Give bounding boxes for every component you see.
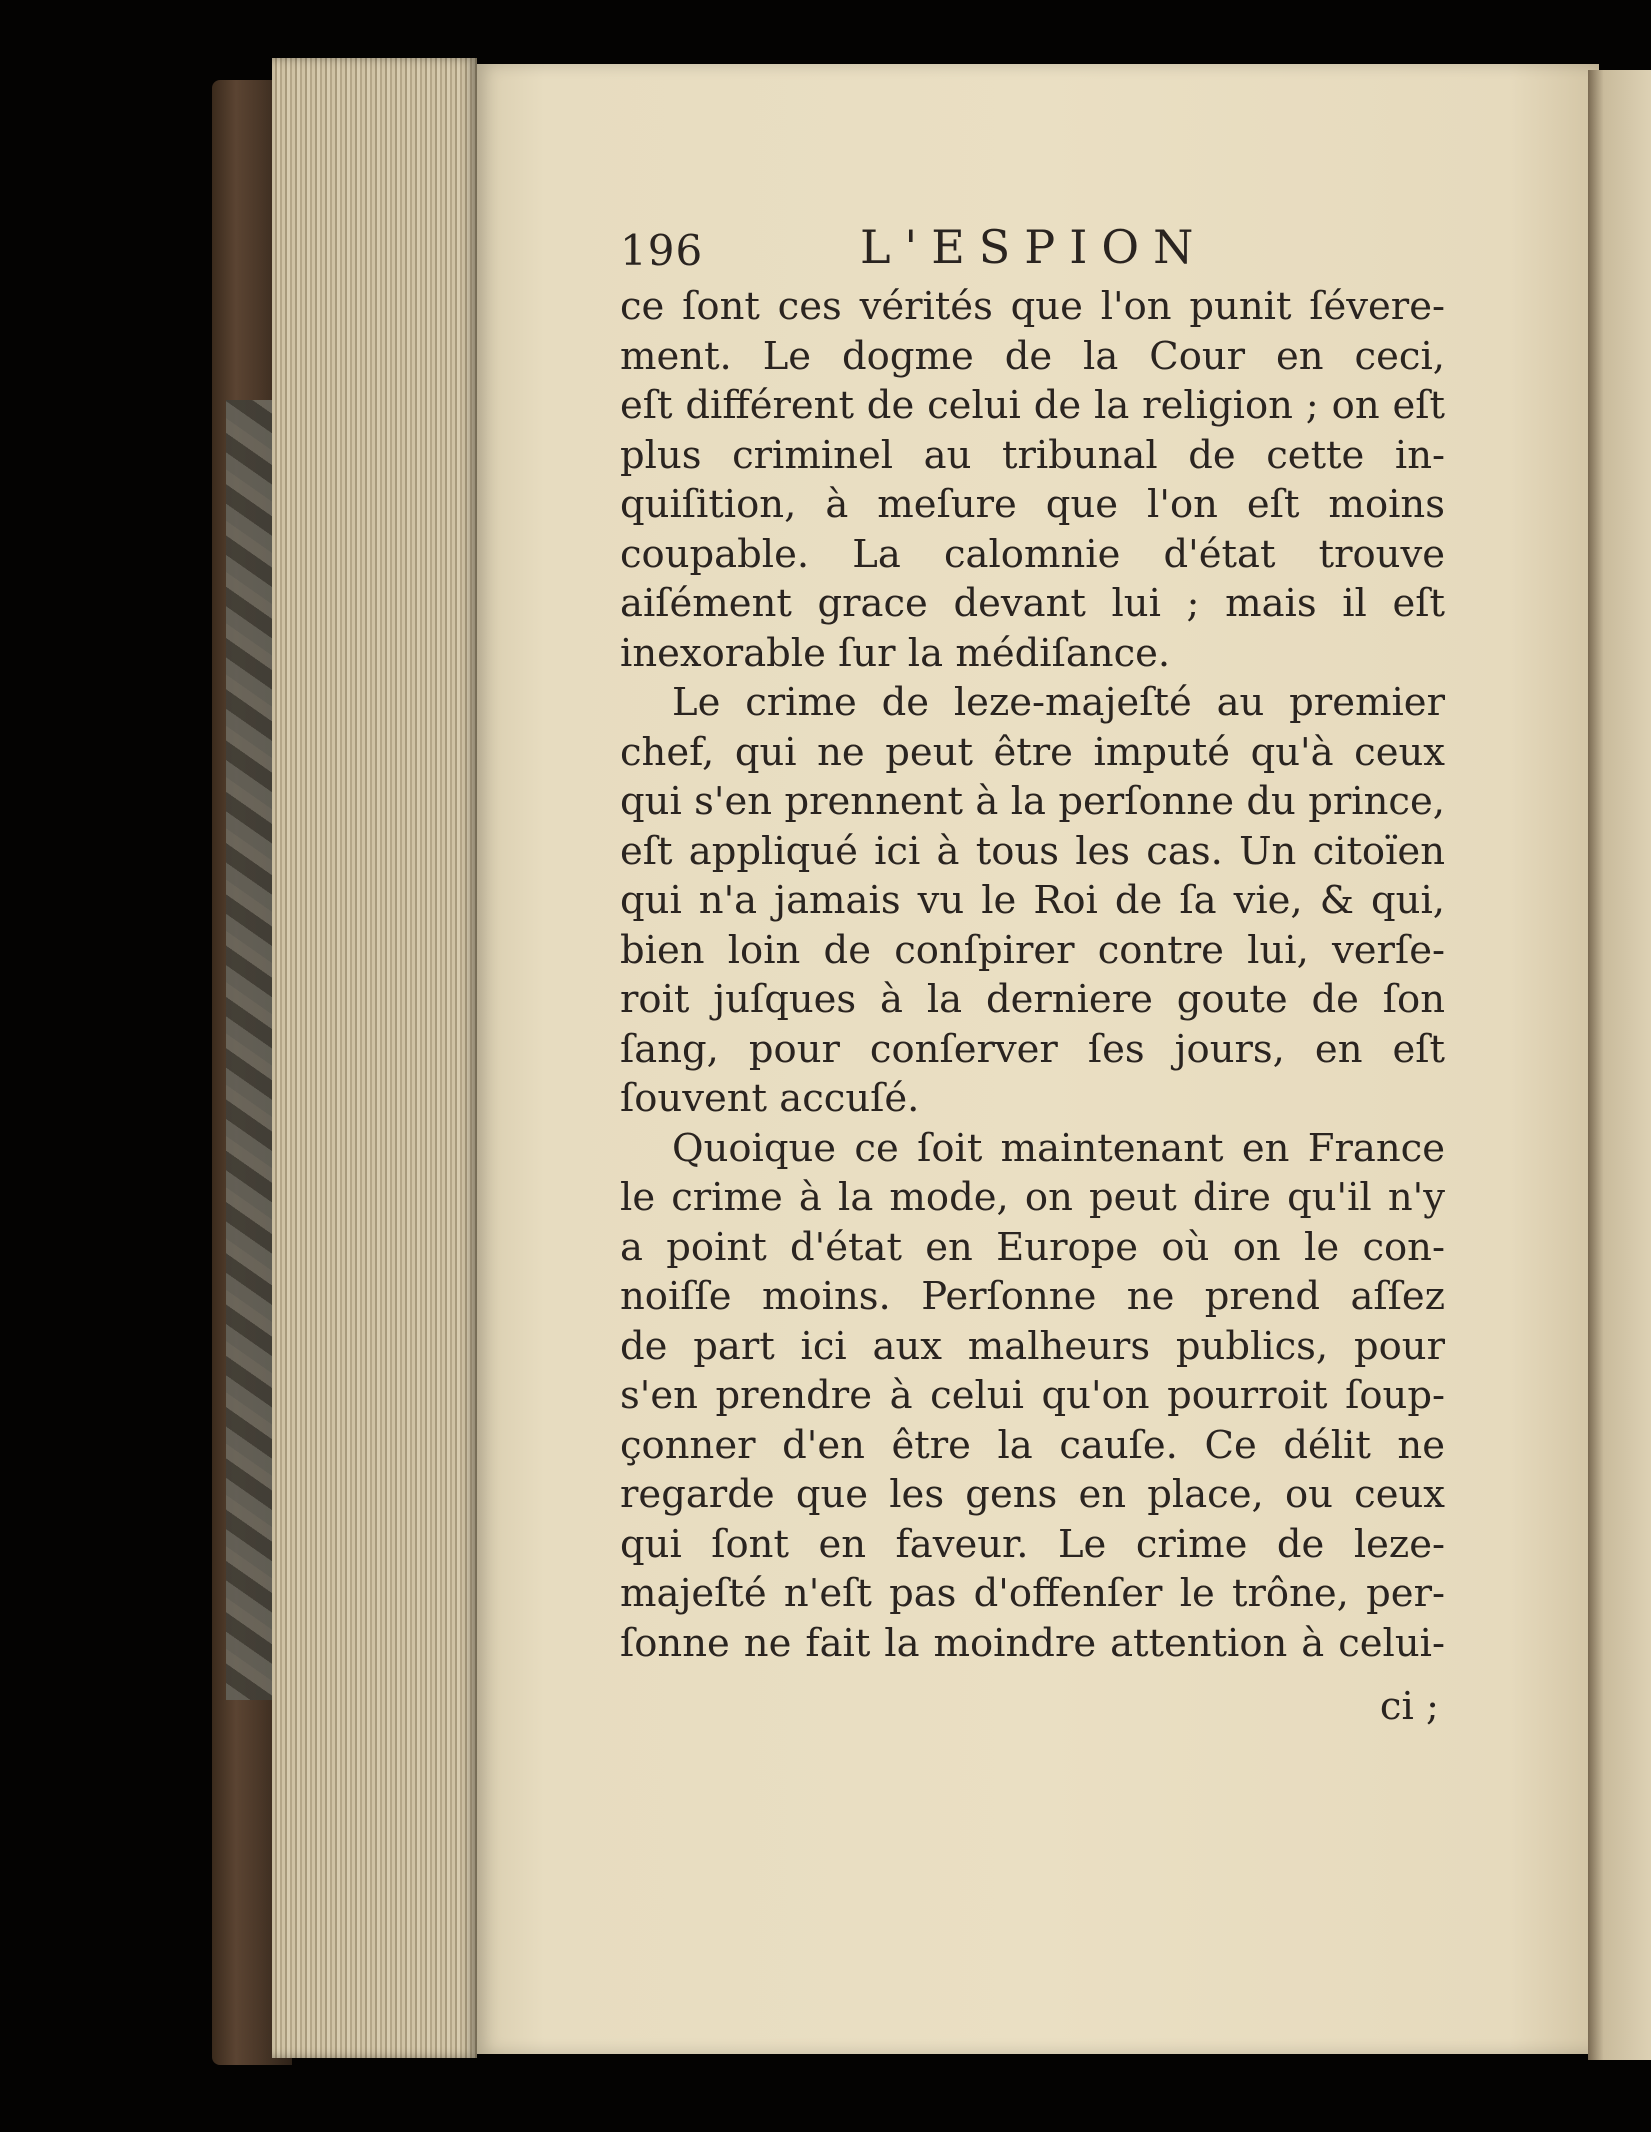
text-line: aiſément grace devant lui ; mais il eſt bbox=[620, 581, 1445, 626]
catchword: ci ; bbox=[1379, 1684, 1439, 1729]
text-line: a point d'état en Europe où on le con- bbox=[620, 1224, 1445, 1270]
text-line: ſang, pour conſerver ſes jours, en eſt bbox=[620, 1026, 1445, 1072]
running-head: L'ESPION bbox=[860, 220, 1208, 274]
text-line: roit juſques à la derniere goute de ſon bbox=[620, 977, 1445, 1022]
text-line: coupable. La calomnie d'état trouve bbox=[620, 531, 1445, 577]
text-line: s'en prendre à celui qu'on pourroit ſoup- bbox=[620, 1373, 1445, 1418]
page-text-block bbox=[620, 220, 1445, 1732]
facing-page-edge bbox=[1588, 70, 1651, 2060]
text-line: qui ſont en faveur. Le crime de leze- bbox=[620, 1521, 1445, 1567]
page-number: 196 bbox=[620, 226, 704, 275]
text-line: regarde que les gens en place, ou ceux bbox=[620, 1472, 1445, 1517]
text-line: ce ſont ces vérités que l'on punit ſévere- bbox=[620, 284, 1445, 329]
paragraph bbox=[620, 678, 1445, 1124]
text-line: ment. Le dogme de la Cour en ceci, bbox=[620, 333, 1445, 379]
text-line: ſonne ne fait la moindre attention à celui- bbox=[620, 1620, 1445, 1666]
paragraph bbox=[620, 1124, 1445, 1669]
text-line: çonner d'en être la cauſe. Ce délit ne bbox=[620, 1422, 1445, 1468]
text-line: quiſition, à meſure que l'on eſt moins bbox=[620, 482, 1445, 527]
text-line: majeſté n'eſt pas d'offenſer le trône, per- bbox=[620, 1571, 1445, 1616]
text-line: eſt appliqué ici à tous les cas. Un citoïen bbox=[620, 828, 1445, 874]
text-line: bien loin de conſpirer contre lui, verſe- bbox=[620, 927, 1445, 973]
page-header bbox=[620, 220, 1445, 282]
text-line: noiſſe moins. Perſonne ne prend aſſez bbox=[620, 1274, 1445, 1319]
text-line: eſt différent de celui de la religion ; on eſt bbox=[620, 383, 1445, 428]
text-line: Le crime de leze-majeſté au premier bbox=[672, 680, 1445, 725]
text-line: plus criminel au tribunal de cette in- bbox=[620, 432, 1445, 478]
text-line: inexorable ſur la médiſance. bbox=[620, 630, 1171, 676]
body-text bbox=[620, 282, 1445, 1668]
text-line: qui s'en prennent à la perſonne du prince, bbox=[620, 779, 1445, 824]
text-line: de part ici aux malheurs publics, pour bbox=[620, 1323, 1445, 1369]
text-line: chef, qui ne peut être imputé qu'à ceux bbox=[620, 729, 1445, 775]
page-edges-stack bbox=[272, 58, 477, 2058]
text-line: le crime à la mode, on peut dire qu'il n'y bbox=[620, 1175, 1445, 1220]
text-line: qui n'a jamais vu le Roi de ſa vie, & qui, bbox=[620, 878, 1445, 923]
paragraph bbox=[620, 282, 1445, 678]
text-line: ſouvent accuſé. bbox=[620, 1076, 920, 1121]
text-line: Quoique ce ſoit maintenant en France bbox=[672, 1125, 1445, 1171]
